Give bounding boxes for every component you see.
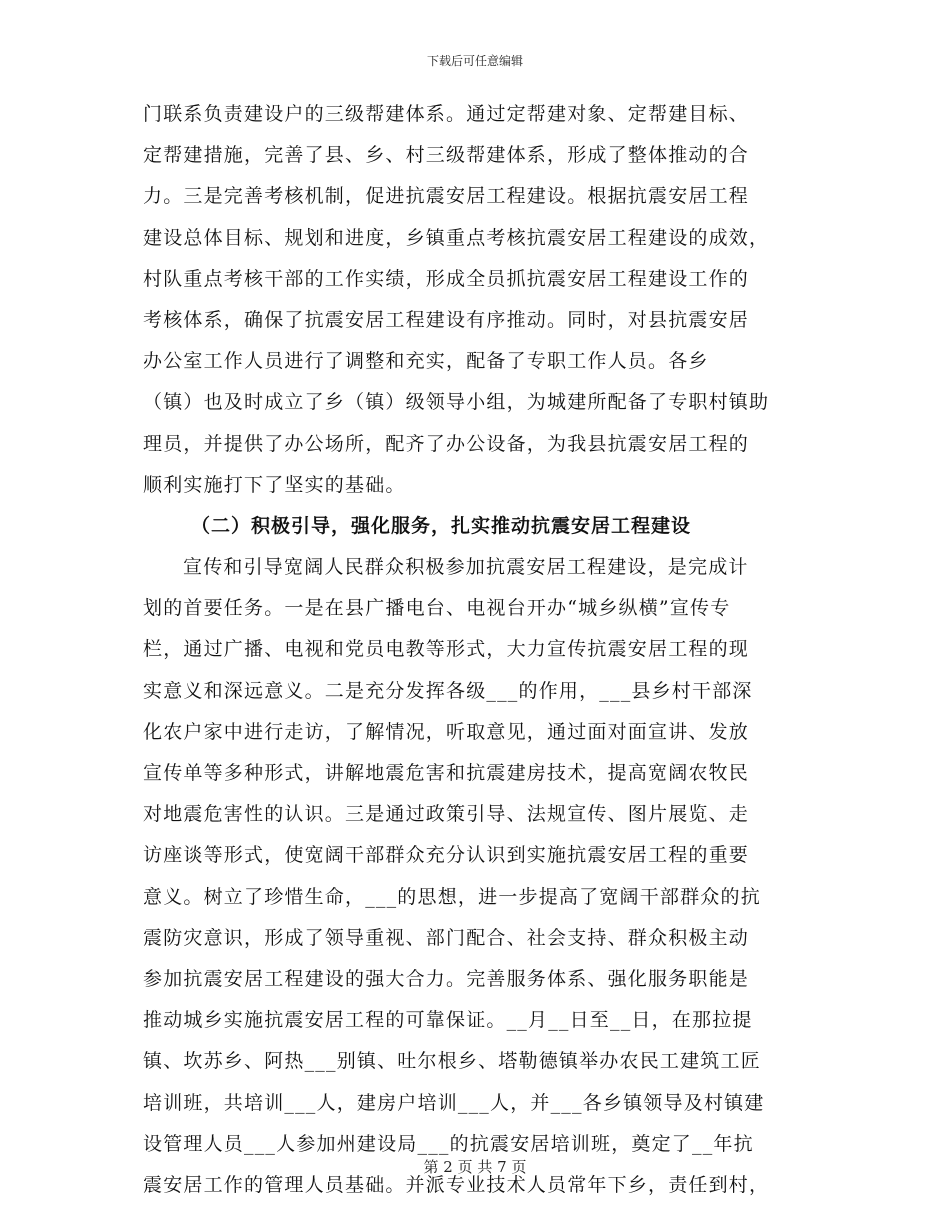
body-line: 顺利实施打下了坚实的基础。: [143, 473, 406, 496]
body-line: 宣传单等多种形式，讲解地震危害和抗震建房技术，提高宽阔农牧民: [143, 762, 750, 784]
document-body: [143, 94, 807, 1206]
body-line: 震防灾意识，形成了领导重视、部门配合、社会支持、群众积极主动: [143, 926, 750, 949]
body-line: 划的首要任务。一是在县广播电台、电视台开办“城乡纵横”宣传专: [143, 597, 731, 620]
body-line: 参加抗震安居工程建设的强大合力。完善服务体系、强化服务职能是: [143, 967, 750, 990]
body-line: （镇）也及时成立了乡（镇）级领导小组，为城建所配备了专职村镇助: [143, 391, 770, 414]
page-header-note: 下载后可任意编辑: [426, 54, 523, 68]
section-heading: （二）积极引导，强化服务，扎实推动抗震安居工程建设: [191, 514, 692, 537]
body-line: 推动城乡实施抗震安居工程的可靠保证。__月__日至__日，在那拉提: [143, 1009, 753, 1032]
body-line: 意义。树立了珍惜生命，___的思想，进一步提高了宽阔干部群众的抗: [143, 885, 761, 908]
body-line: 栏，通过广播、电视和党员电教等形式，大力宣传抗震安居工程的现: [143, 638, 750, 661]
paragraph-first-line: 宣传和引导宽阔人民群众积极参加抗震安居工程建设，是完成计: [183, 556, 749, 579]
body-line: 培训班，共培训___人，建房户培训___人，并___各乡镇领导及村镇建: [143, 1091, 765, 1114]
body-line: 建设总体目标、规划和进度，乡镇重点考核抗震安居工程建设的成效，: [143, 226, 770, 249]
body-line: 办公室工作人员进行了调整和充实，配备了专职工作人员。各乡: [143, 350, 709, 373]
body-line: 考核体系，确保了抗震安居工程建设有序推动。同时，对县抗震安居: [143, 308, 750, 331]
body-line: 震安居工作的管理人员基础。并派专业技术人员常年下乡，责任到村，: [143, 1173, 770, 1196]
body-line: 镇、坎苏乡、阿热___别镇、吐尔根乡、塔勒德镇举办农民工建筑工匠: [143, 1050, 761, 1073]
body-line: 理员，并提供了办公场所，配齐了办公设备，为我县抗震安居工程的: [143, 432, 750, 455]
body-line: 实意义和深远意义。二是充分发挥各级___的作用，___县乡村干部深: [143, 679, 753, 702]
body-line: 力。三是完善考核机制，促进抗震安居工程建设。根据抗震安居工程: [143, 185, 750, 208]
body-line: 化农户家中进行走访，了解情况，听取意见，通过面对面宣讲、发放: [143, 720, 750, 743]
body-line: 定帮建措施，完善了县、乡、村三级帮建体系，形成了整体推动的合: [143, 144, 750, 167]
body-line: 村队重点考核干部的工作实绩，形成全员抓抗震安居工程建设工作的: [143, 267, 750, 290]
page-number: 第 2 页 共 7 页: [423, 1158, 527, 1176]
body-line: 对地震危害性的认识。三是通过政策引导、法规宣传、图片展览、走: [143, 803, 750, 826]
body-line: 门联系负责建设户的三级帮建体系。通过定帮建对象、定帮建目标、: [143, 103, 750, 125]
body-line: 设管理人员___人参加州建设局___的抗震安居培训班，奠定了__年抗: [143, 1132, 754, 1155]
body-line: 访座谈等形式，使宽阔干部群众充分认识到实施抗震安居工程的重要: [143, 844, 750, 867]
